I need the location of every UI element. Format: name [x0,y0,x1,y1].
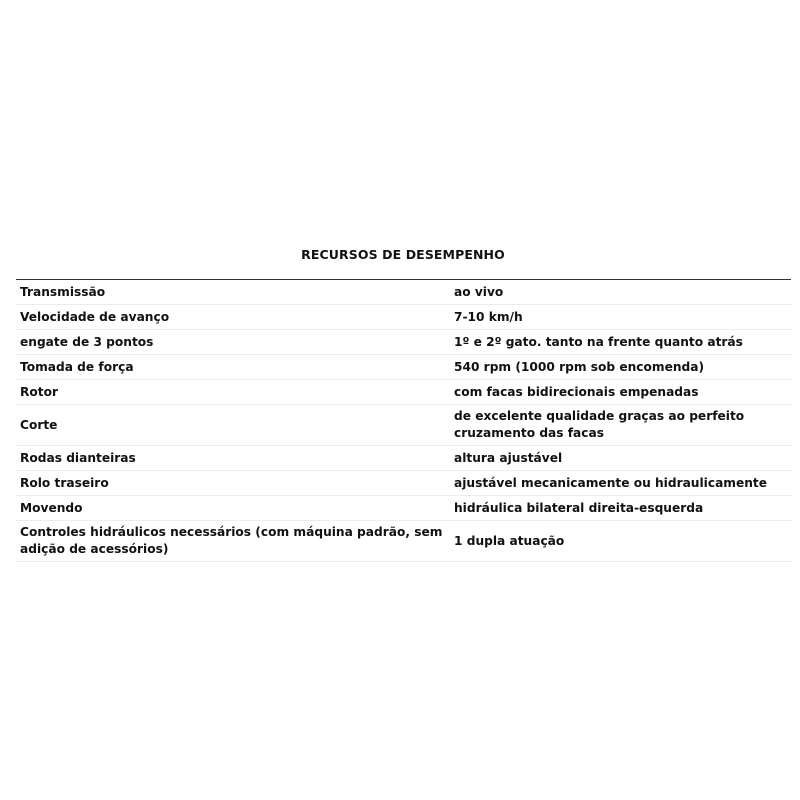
row-label: Movendo [16,496,450,521]
table-row [16,446,791,471]
row-value: de excelente qualidade graças ao perfeito cruzamento das facas [450,405,791,446]
row-value: com facas bidirecionais empenadas [450,380,791,405]
table-row [16,330,791,355]
table-row [16,496,791,521]
row-label: Rodas dianteiras [16,446,450,471]
row-value: altura ajustável [450,446,791,471]
table-title: RECURSOS DE DESEMPENHO [301,247,505,262]
row-label: Controles hidráulicos necessários (com máquina padrão, sem adição de acessórios) [16,521,450,562]
row-label: Transmissão [16,280,450,305]
table-row [16,521,791,562]
table-row [16,380,791,405]
row-label: Rotor [16,380,450,405]
row-value: 540 rpm (1000 rpm sob encomenda) [450,355,791,380]
row-label: Rolo traseiro [16,471,450,496]
table-row [16,405,791,446]
row-value: 1º e 2º gato. tanto na frente quanto atrás [450,330,791,355]
performance-features-table [16,279,791,562]
table-row [16,305,791,330]
table-row [16,355,791,380]
row-value: 7-10 km/h [450,305,791,330]
row-label: engate de 3 pontos [16,330,450,355]
row-value: ao vivo [450,280,791,305]
row-label: Velocidade de avanço [16,305,450,330]
table-row [16,280,791,305]
row-value: 1 dupla atuação [450,521,791,562]
row-label: Corte [16,405,450,446]
table-row [16,471,791,496]
row-value: hidráulica bilateral direita-esquerda [450,496,791,521]
row-value: ajustável mecanicamente ou hidraulicamente [450,471,791,496]
row-label: Tomada de força [16,355,450,380]
